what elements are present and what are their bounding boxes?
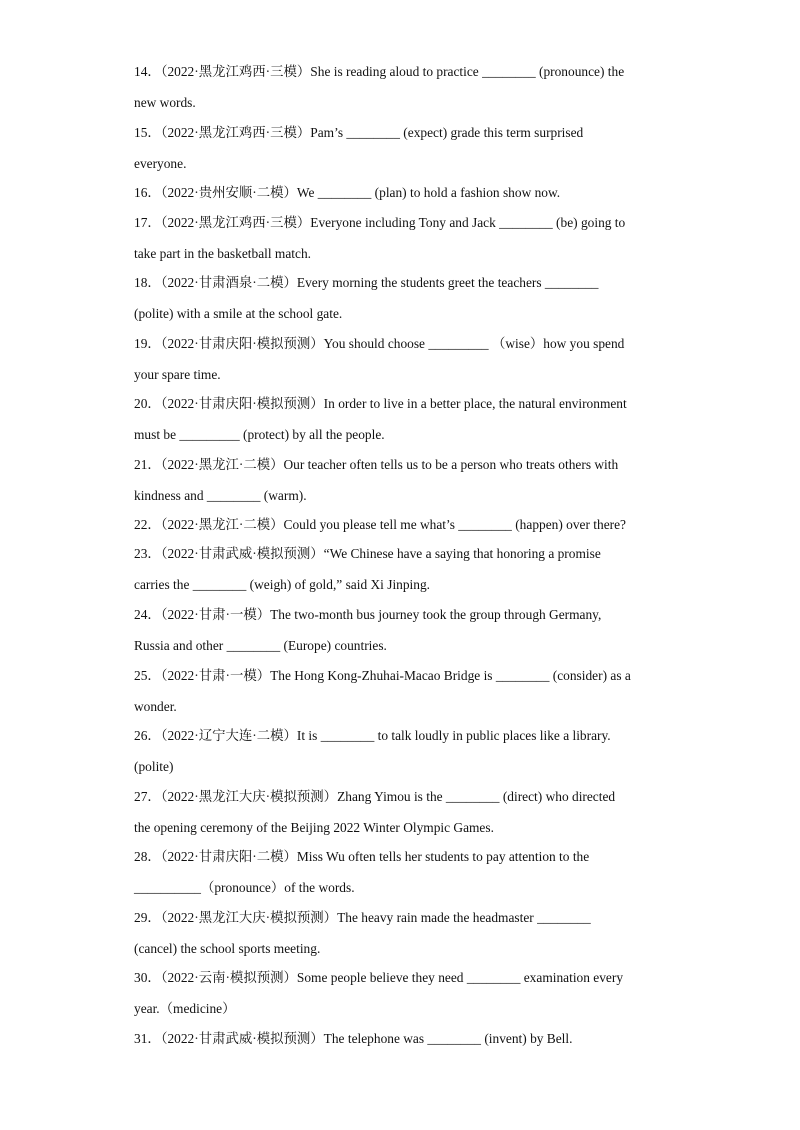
question-18-line-1: 18．（2022·甘肃酒泉·二模）Every morning the students greet the teachers ________ <box>134 275 599 290</box>
question-19-line-1: 19．（2022·甘肃庆阳·模拟预测）You should choose _________ （wise）how you spend <box>134 336 625 351</box>
question-27-line-1: 27．（2022·黑龙江大庆·模拟预测）Zhang Yimou is the ________ (direct) who directed <box>134 789 616 804</box>
question-23-line-2: carries the ________ (weigh) of gold,” said Xi Jinping. <box>134 577 431 592</box>
question-24-line-2: Russia and other ________ (Europe) countries. <box>134 638 387 653</box>
question-31-line-1: 31．（2022·甘肃武威·模拟预测）The telephone was ________ (invent) by Bell. <box>134 1031 573 1046</box>
question-30-line-1: 30．（2022·云南·模拟预测）Some people believe they need ________ examination every <box>134 970 624 985</box>
question-17-line-2: take part in the basketball match. <box>134 246 311 261</box>
question-16-line-1: 16．（2022·贵州安顺·二模）We ________ (plan) to hold a fashion show now. <box>134 185 561 200</box>
question-20-line-2: must be _________ (protect) by all the people. <box>134 427 385 442</box>
question-19-line-2: your spare time. <box>134 367 221 382</box>
question-15-line-2: everyone. <box>134 156 187 171</box>
question-23-line-1: 23．（2022·甘肃武威·模拟预测）“We Chinese have a saying that honoring a promise <box>134 546 601 561</box>
question-20-line-1: 20．（2022·甘肃庆阳·模拟预测）In order to live in a better place, the natural environment <box>134 396 627 411</box>
question-25-line-2: wonder. <box>134 699 177 714</box>
question-21-line-1: 21．（2022·黑龙江·二模）Our teacher often tells us to be a person who treats others with <box>134 457 619 472</box>
question-29-line-2: (cancel) the school sports meeting. <box>134 941 321 956</box>
question-14-line-1: 14．（2022·黑龙江鸡西·三模）She is reading aloud to practice ________ (pronounce) the <box>134 64 625 79</box>
question-14-line-2: new words. <box>134 95 196 110</box>
question-18-line-2: (polite) with a smile at the school gate. <box>134 306 343 321</box>
question-28-line-2: __________（pronounce）of the words. <box>134 880 355 895</box>
question-22-line-1: 22．（2022·黑龙江·二模）Could you please tell me what’s ________ (happen) over there? <box>134 517 626 532</box>
question-25-line-1: 25．（2022·甘肃·一模）The Hong Kong-Zhuhai-Macao Bridge is ________ (consider) as a <box>134 668 631 683</box>
question-26-line-1: 26．（2022·辽宁大连·二模）It is ________ to talk loudly in public places like a library. <box>134 728 611 743</box>
question-27-line-2: the opening ceremony of the Beijing 2022 Winter Olympic Games. <box>134 820 494 835</box>
question-28-line-1: 28．（2022·甘肃庆阳·二模）Miss Wu often tells her students to pay attention to the <box>134 849 590 864</box>
question-30-line-2: year.（medicine） <box>134 1001 236 1016</box>
question-26-line-2: (polite) <box>134 759 174 774</box>
question-17-line-1: 17．（2022·黑龙江鸡西·三模）Everyone including Tony and Jack ________ (be) going to <box>134 215 626 230</box>
question-15-line-1: 15．（2022·黑龙江鸡西·三模）Pam’s ________ (expect) grade this term surprised <box>134 125 584 140</box>
question-24-line-1: 24．（2022·甘肃·一模）The two-month bus journey took the group through Germany, <box>134 607 602 622</box>
question-29-line-1: 29．（2022·黑龙江大庆·模拟预测）The heavy rain made the headmaster ________ <box>134 910 591 925</box>
question-21-line-2: kindness and ________ (warm). <box>134 488 307 503</box>
